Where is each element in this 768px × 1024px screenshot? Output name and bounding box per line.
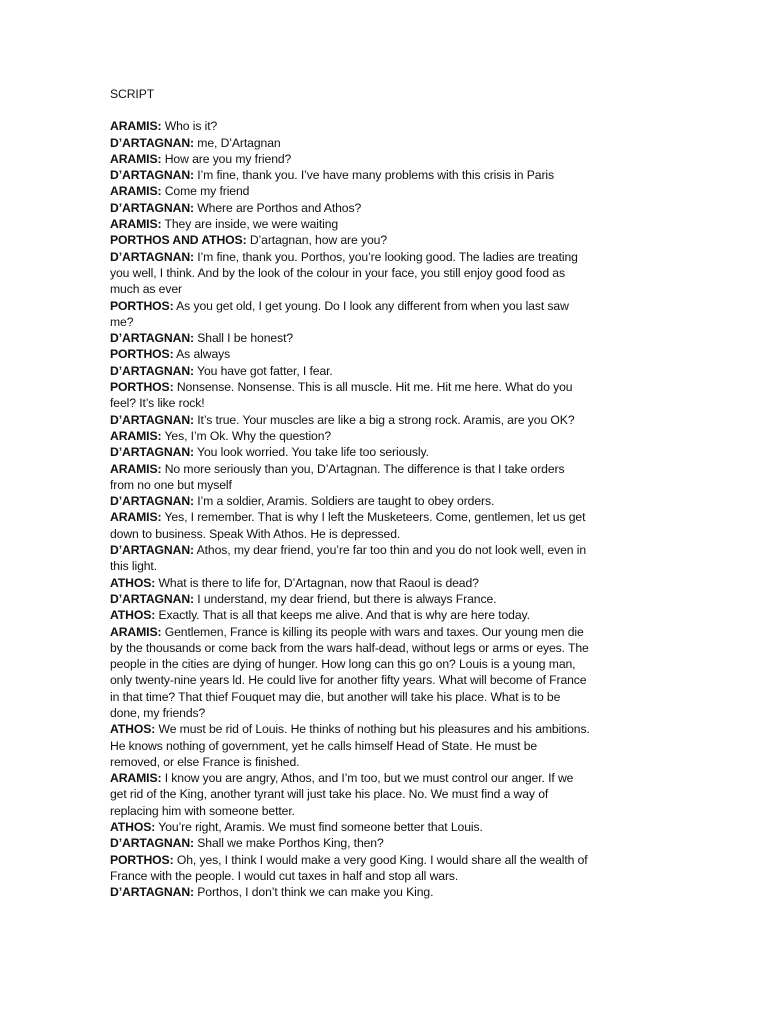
speaker-name: D’ARTAGNAN: — [110, 331, 194, 346]
dialogue-line — [110, 770, 590, 819]
speaker-name: ARAMIS: — [110, 151, 162, 166]
dialogue-line — [110, 363, 590, 379]
dialogue-text: Athos, my dear friend, you’re far too thin and you do not look well, even in this light. — [110, 543, 586, 574]
dialogue-line — [110, 624, 590, 722]
dialogue-text: It’s true. Your muscles are like a big a strong rock. Aramis, are you OK? — [193, 412, 575, 427]
speaker-name: D’ARTAGNAN: — [110, 168, 194, 183]
speaker-name: PORTHOS: — [110, 347, 174, 362]
dialogue-text: Who is it? — [161, 119, 218, 134]
dialogue-text: What is there to life for, D’Artagnan, now that Raoul is dead? — [155, 575, 479, 590]
speaker-name: D’ARTAGNAN: — [110, 543, 194, 558]
dialogue-text: D’artagnan, how are you? — [246, 233, 388, 248]
dialogue-text: Shall we make Porthos King, then? — [193, 836, 384, 851]
dialogue-text: As you get old, I get young. Do I look any different from when you last saw me? — [110, 298, 569, 329]
dialogue-text: As always — [173, 347, 231, 362]
dialogue-line — [110, 721, 590, 770]
dialogue-text: We must be rid of Louis. He thinks of nothing but his pleasures and his ambitions. He knows nothing of government, yet he calls himself Head of State. He must be removed, or else France is finished. — [110, 722, 590, 769]
speaker-name: ATHOS: — [110, 722, 156, 737]
speaker-name: ARAMIS: — [110, 428, 162, 443]
dialogue-text: You have got fatter, I fear. — [193, 363, 333, 378]
dialogue-line — [110, 135, 590, 151]
speaker-name: D’ARTAGNAN: — [110, 249, 194, 264]
speaker-name: ARAMIS: — [110, 184, 162, 199]
dialogue-text: me, D’Artagnan — [193, 135, 281, 150]
dialogue-text: I’m fine, thank you. Porthos, you’re looking good. The ladies are treating you well, I think. And by the look of the colour in your face, you still enjoy good food as much as ever — [110, 249, 578, 297]
dialogue-text: Where are Porthos and Athos? — [193, 200, 362, 215]
dialogue-lines — [110, 118, 590, 900]
dialogue-line — [110, 493, 590, 509]
dialogue-line — [110, 167, 590, 183]
dialogue-line — [110, 216, 590, 232]
dialogue-line — [110, 151, 590, 167]
speaker-name: ATHOS: — [110, 575, 156, 590]
speaker-name: PORTHOS: — [110, 380, 174, 395]
speaker-name: D’ARTAGNAN: — [110, 494, 194, 509]
speaker-name: D’ARTAGNAN: — [110, 445, 194, 460]
dialogue-text: I’m a soldier, Aramis. Soldiers are taught to obey orders. — [193, 494, 495, 509]
dialogue-text: They are inside, we were waiting — [161, 217, 339, 232]
dialogue-text: You look worried. You take life too seriously. — [193, 445, 429, 460]
speaker-name: D’ARTAGNAN: — [110, 836, 194, 851]
dialogue-text: Shall I be honest? — [193, 331, 294, 346]
speaker-name: ARAMIS: — [110, 461, 162, 476]
dialogue-text: Gentlemen, France is killing its people with wars and taxes. Our young men die by the thousands or come back from the wars half-dead, without legs or arms or eyes. The people in the cities are dying of hunger. How long can this go on? Louis is a young man, only twenty-nine years ld. He could live for another fifty years. What will become of France in that time? That thief Fouquet may die, but another will take his place. What is to be done, my friends? — [110, 624, 589, 720]
dialogue-line — [110, 542, 590, 575]
speaker-name: ARAMIS: — [110, 217, 162, 232]
speaker-name: ARAMIS: — [110, 771, 162, 786]
dialogue-line — [110, 412, 590, 428]
dialogue-line — [110, 884, 590, 900]
speaker-name: ARAMIS: — [110, 510, 162, 525]
dialogue-text: You’re right, Aramis. We must find someone better that Louis. — [155, 820, 483, 835]
dialogue-text: Yes, I remember. That is why I left the Musketeers. Come, gentlemen, let us get down to business. Speak With Athos. He is depressed. — [110, 510, 586, 541]
dialogue-line — [110, 183, 590, 199]
dialogue-line — [110, 852, 590, 885]
script-body — [110, 86, 590, 901]
speaker-name: ARAMIS: — [110, 119, 162, 134]
speaker-name: D’ARTAGNAN: — [110, 591, 194, 606]
dialogue-text: How are you my friend? — [161, 151, 292, 166]
dialogue-text: Porthos, I don’t think we can make you King. — [193, 885, 434, 900]
speaker-name: D’ARTAGNAN: — [110, 885, 194, 900]
dialogue-line — [110, 379, 590, 412]
speaker-name: PORTHOS AND ATHOS: — [110, 233, 247, 248]
speaker-name: PORTHOS: — [110, 298, 174, 313]
dialogue-text: Come my friend — [161, 184, 250, 199]
speaker-name: D’ARTAGNAN: — [110, 412, 194, 427]
dialogue-line — [110, 575, 590, 591]
dialogue-line — [110, 591, 590, 607]
dialogue-text: I understand, my dear friend, but there is always France. — [193, 591, 497, 606]
dialogue-line — [110, 232, 590, 248]
dialogue-text: Exactly. That is all that keeps me alive. And that is why are here today. — [155, 608, 530, 623]
speaker-name: D’ARTAGNAN: — [110, 200, 194, 215]
dialogue-line — [110, 428, 590, 444]
dialogue-line — [110, 509, 590, 542]
speaker-name: ARAMIS: — [110, 624, 162, 639]
speaker-name: D’ARTAGNAN: — [110, 363, 194, 378]
speaker-name: D’ARTAGNAN: — [110, 135, 194, 150]
dialogue-text: I know you are angry, Athos, and I’m too, but we must control our anger. If we get rid of the King, another tyrant will just take his place. No. We must find a way of replacing him with someone better. — [110, 771, 574, 818]
dialogue-text: No more seriously than you, D’Artagnan. The difference is that I take orders from no one but myself — [110, 461, 565, 492]
dialogue-line — [110, 298, 590, 331]
document-title: SCRIPT — [110, 87, 155, 101]
dialogue-line — [110, 819, 590, 835]
dialogue-text: I’m fine, thank you. I’ve have many problems with this crisis in Paris — [193, 168, 555, 183]
speaker-name: ATHOS: — [110, 608, 156, 623]
dialogue-line — [110, 346, 590, 362]
speaker-name: ATHOS: — [110, 820, 156, 835]
dialogue-line — [110, 118, 590, 134]
dialogue-line — [110, 249, 590, 298]
dialogue-line — [110, 444, 590, 460]
dialogue-line — [110, 330, 590, 346]
dialogue-text: Yes, I’m Ok. Why the question? — [161, 428, 332, 443]
speaker-name: PORTHOS: — [110, 852, 174, 867]
dialogue-text: Nonsense. Nonsense. This is all muscle. Hit me. Hit me here. What do you feel? It’s like rock! — [110, 380, 573, 411]
dialogue-line — [110, 835, 590, 851]
dialogue-text: Oh, yes, I think I would make a very good King. I would share all the wealth of France with the people. I would cut taxes in half and stop all wars. — [110, 852, 588, 883]
dialogue-line — [110, 200, 590, 216]
dialogue-line — [110, 607, 590, 623]
dialogue-line — [110, 461, 590, 494]
